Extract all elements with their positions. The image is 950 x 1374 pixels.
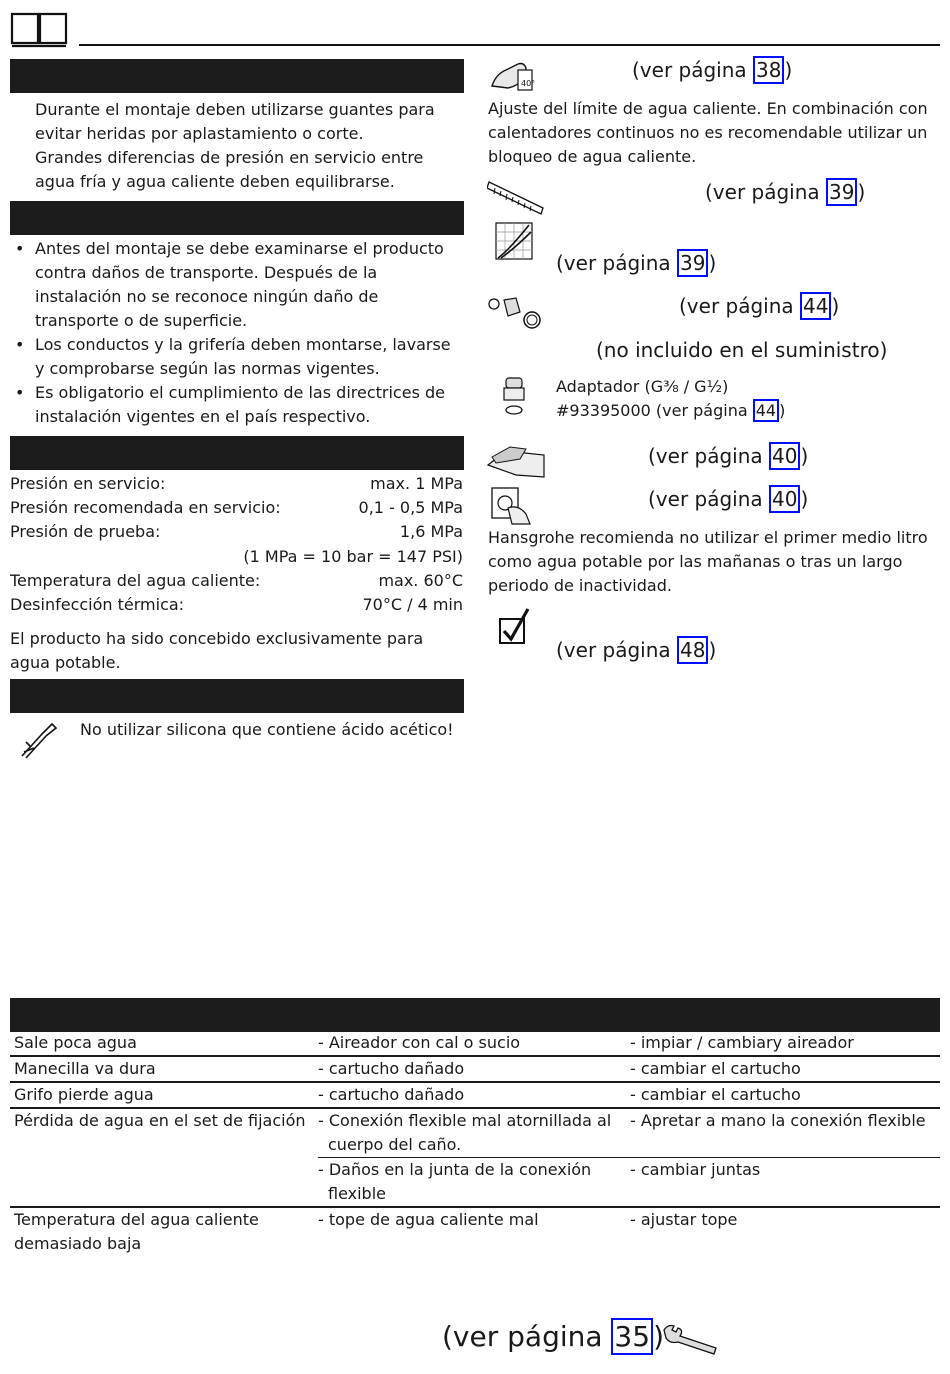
spec-row: Desinfección térmica: 70°C / 4 min (10, 595, 463, 614)
list-item: • Es obligatorio el cumplimiento de las directrices de instalación vigentes en el país respectivo. (15, 383, 445, 426)
page-ref-39a[interactable]: (ver página 39 ) (705, 180, 866, 204)
table-row: Temperatura del agua caliente demasiado baja - tope de agua caliente mal - ajustar tope (10, 1207, 940, 1256)
flow-graph-icon (495, 222, 533, 262)
page-ref-40b[interactable]: (ver página 40 ) (648, 487, 809, 511)
table-row: Manecilla va dura - cartucho dañado - cambiar el cartucho (10, 1056, 940, 1082)
safety-text: Durante el montaje deben utilizarse guantes para evitar heridas por aplastamiento o corte. Grandes diferencias de presión en servicio entre agua fría y agua caliente deben equilibrarse. (35, 100, 435, 191)
silicone-gun-icon (16, 718, 60, 760)
checkbox-icon (498, 607, 532, 647)
table-row: - Daños en la junta de la conexión flexible - cambiar juntas (10, 1158, 940, 1208)
wrench-icon (662, 1322, 720, 1356)
adapter-icon (498, 376, 530, 418)
section-bar-specs (10, 436, 464, 470)
hand-operating-icon (488, 484, 536, 526)
list-item: • Antes del montaje se debe examinarse el producto contra daños de transporte. Después de la instalación no se reconoce ningún daño de transporte o de superficie. (15, 239, 444, 330)
page-ref-38[interactable]: (ver página 38 ) (632, 58, 793, 82)
book-icon (10, 10, 68, 48)
page-ref-48[interactable]: (ver página 48 ) (556, 638, 717, 662)
section-bar-mounting (10, 201, 464, 235)
adapter-line1: Adaptador (G⅜ / G½) (556, 377, 729, 396)
spec-row: Presión recomendada en servicio: 0,1 - 0,5 MPa (10, 498, 463, 517)
hot-limit-text: Ajuste del límite de agua caliente. En combinación con calentadores continuos no es recomendable utilizar un bloqueo de agua caliente. (488, 99, 928, 166)
header-rule (79, 44, 940, 46)
not-included-note: (no incluido en el suministro) (596, 338, 888, 362)
temperature-adjust-icon (488, 56, 536, 96)
spec-row: Presión de prueba: 1,6 MPa (10, 522, 463, 541)
spec-row: (1 MPa = 10 bar = 147 PSI) (243, 547, 463, 566)
svg-text:40°: 40° (521, 79, 536, 88)
section-bar-safety (10, 59, 464, 93)
page-ref-40a[interactable]: (ver página 40 ) (648, 444, 809, 468)
fittings-icon (486, 292, 546, 330)
silicone-warning: No utilizar silicona que contiene ácido acético! (80, 720, 454, 739)
spec-row: Presión en servicio: max. 1 MPa (10, 474, 463, 493)
list-item: • Los conductos y la grifería deben montarse, lavarse y comprobarse según las normas vigentes. (15, 335, 451, 378)
section-bar-troubleshooting (10, 998, 940, 1032)
footer-page-ref[interactable]: (ver página 35 ) (442, 1320, 664, 1353)
specs-note: El producto ha sido concebido exclusivamente para agua potable. (10, 629, 424, 672)
troubleshooting-table (10, 1031, 940, 1256)
ruler-icon (487, 178, 545, 216)
spec-row: Temperatura del agua caliente: max. 60°C (10, 571, 463, 590)
table-row: Sale poca agua - Aireador con cal o sucio - impiar / cambiary aireador (14, 1033, 854, 1052)
adapter-line2[interactable]: #93395000 (ver página 44 ) (556, 401, 786, 420)
table-row: Pérdida de agua en el set de fijación - Conexión flexible mal atornillada al cuerpo del caño. - Apretar a mano la conexión flexible (10, 1108, 940, 1158)
recommend-text: Hansgrohe recomienda no utilizar el primer medio litro como agua potable por las mañanas o tras un largo periodo de inactividad. (488, 528, 928, 595)
table-row: Grifo pierde agua - cartucho dañado - cambiar el cartucho (10, 1082, 940, 1108)
section-bar-silicone (10, 679, 464, 713)
page-ref-44[interactable]: (ver página 44 ) (679, 294, 840, 318)
hand-cleaning-icon (486, 443, 546, 479)
page-ref-39b[interactable]: (ver página 39 ) (556, 251, 717, 275)
